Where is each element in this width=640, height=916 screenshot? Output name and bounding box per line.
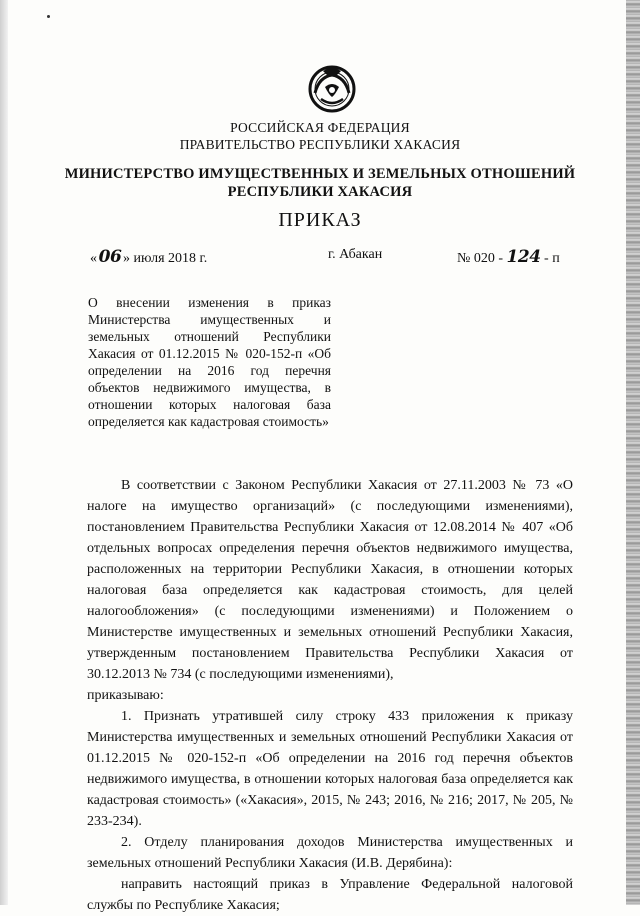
scan-speck: [47, 15, 50, 18]
preamble-paragraph: В соответствии с Законом Республики Хакасия от 27.11.2003 № 73 «О налоге на имущество организаций» (с последующими изменениями), постановлением Правительства Республики Хакасия от 12.08.2014 № 407 «Об отдельных вопросах определения перечня объектов недвижимого имущества, расположенных на территории Республики Хакасия, в отношении которых налоговая база определяется как кадастровая стоимость, для целей налогообложения» (с последующими изменениями) и Положением о Министерстве имущественных и земельных отношений Республики Хакасия, утвержденным постановлением Правительства Республики Хакасия от 30.12.2013 № 734 (с последующими изменениями),: [87, 478, 573, 682]
number-prefix: № 020 -: [457, 251, 504, 266]
country-name: РОССИЙСКАЯ ФЕДЕРАЦИЯ: [230, 120, 410, 135]
number-handwritten: 124: [506, 247, 541, 267]
ministry-name-line1: МИНИСТЕРСТВО ИМУЩЕСТВЕННЫХ И ЗЕМЕЛЬНЫХ ОТНОШЕНИЙ: [64, 166, 576, 182]
date-month-year: » июля 2018 г.: [123, 251, 208, 266]
date-quote-open: «: [90, 251, 97, 266]
document-place: г. Абакан: [328, 247, 383, 262]
coat-of-arms-icon: [307, 63, 357, 113]
order-item-1: 1. Признать утратившей силу строку 433 приложения к приказу Министерства имущественных и земельных отношений Республики Хакасия от 01.12.2015 № 020-152-п «Об определении на 2016 год перечня объектов недвижимого имущества, в отношении которых налоговая база определяется как кадастровая стоимость» («Хакасия», 2015, № 243; 2016, № 216; 2017, № 205, № 233-234).: [87, 709, 573, 829]
order-word: приказываю:: [87, 688, 164, 703]
document-type: ПРИКАЗ: [278, 209, 362, 231]
order-item-2: 2. Отделу планирования доходов Министерства имущественных и земельных отношений Республики Хакасия (И.В. Дерябина):: [87, 835, 573, 871]
document-date: [90, 247, 207, 267]
government-name: ПРАВИТЕЛЬСТВО РЕСПУБЛИКИ ХАКАСИЯ: [179, 137, 461, 152]
number-suffix: - п: [544, 251, 560, 266]
ministry-name-line2: РЕСПУБЛИКИ ХАКАСИЯ: [227, 184, 413, 200]
order-subject: О внесении изменения в приказ Министерства имущественных и земельных отношений Республики Хакасия от 01.12.2015 № 020-152-п «Об определении на 2016 год перечня объектов недвижимого имущества, в отношении которых налоговая база определяется как кадастровая стоимость»: [88, 295, 331, 429]
order-item-2-subitem: направить настоящий приказ в Управление Федеральной налоговой службы по Республике Хакасия;: [87, 877, 573, 913]
document-number: [457, 247, 560, 267]
date-day-handwritten: 06: [98, 247, 122, 267]
order-body: [87, 475, 573, 916]
